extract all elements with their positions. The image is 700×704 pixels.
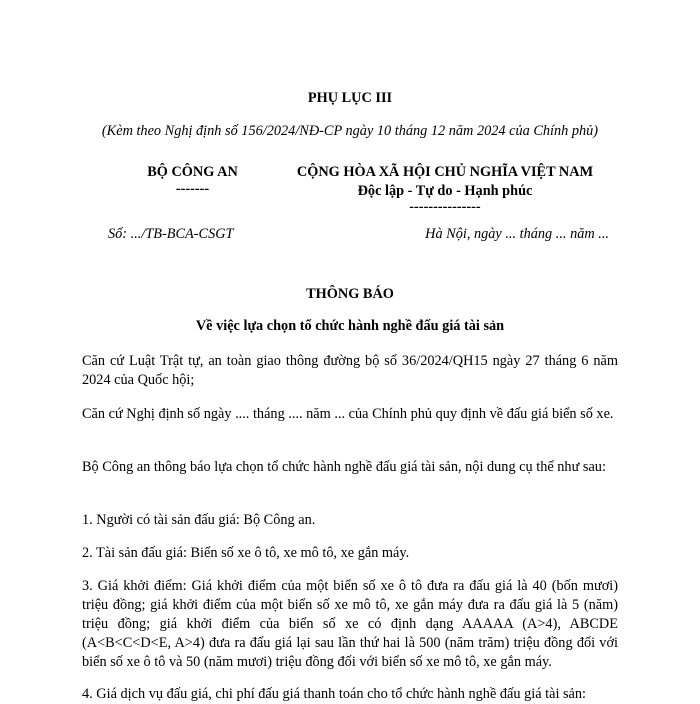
- place-and-date: Hà Nội, ngày ... tháng ... năm ...: [425, 226, 609, 242]
- document-number: Số: .../TB-BCA-CSGT: [108, 226, 234, 242]
- list-item-starting-price: 3. Giá khởi điểm: Giá khởi điểm của một biển số xe ô tô đưa ra đấu giá là 40 (bốn mươi) triệu đồng; giá khởi điểm của một biển số xe mô tô, xe gắn máy đưa ra đấu giá là 5 (năm) triệu đồng; giá khởi điểm của biển số xe có định dạng AAAAA (A>4), ABCDE (A<B<C<D<E, A>4) đưa ra đấu giá lại sau lần thứ hai là 500 (năm trăm) triệu đồng đối với biển số xe ô tô và 50 (năm mươi) triệu đồng đối với biển số xe mô tô, xe gắn máy.: [82, 578, 618, 670]
- notice-title: THÔNG BÁO: [306, 286, 394, 302]
- list-item-service-fee: 4. Giá dịch vụ đấu giá, chi phí đấu giá thanh toán cho tổ chức hành nghề đấu giá tài sản:: [82, 686, 587, 702]
- motto-divider: ---------------: [409, 199, 481, 215]
- appendix-subtitle: (Kèm theo Nghị định số 156/2024/NĐ-CP ngày 10 tháng 12 năm 2024 của Chính phủ): [101, 123, 599, 139]
- appendix-title: PHỤ LỤC III: [307, 90, 393, 106]
- agency-divider: -------: [175, 181, 210, 197]
- notice-subject: Về việc lựa chọn tổ chức hành nghề đấu giá tài sản: [195, 318, 505, 334]
- list-item-auction-asset: 2. Tài sản đấu giá: Biển số xe ô tô, xe mô tô, xe gắn máy.: [82, 545, 410, 561]
- national-title: CỘNG HÒA XÃ HỘI CHỦ NGHĨA VIỆT NAM: [296, 164, 594, 180]
- paragraph-legal-basis-2: Căn cứ Nghị định số ngày .... tháng .... năm ... của Chính phủ quy định về đấu giá biển số xe.: [82, 406, 614, 422]
- list-item-asset-owner: 1. Người có tài sản đấu giá: Bộ Công an.: [82, 512, 316, 528]
- issuing-agency: BỘ CÔNG AN: [147, 164, 238, 180]
- national-motto: Độc lập - Tự do - Hạnh phúc: [357, 183, 533, 199]
- paragraph-legal-basis-1: Căn cứ Luật Trật tự, an toàn giao thông đường bộ số 36/2024/QH15 ngày 27 tháng 6 năm 2024 của Quốc hội;: [82, 353, 618, 388]
- paragraph-announcement: Bộ Công an thông báo lựa chọn tổ chức hành nghề đấu giá tài sản, nội dung cụ thể như sau:: [82, 459, 606, 475]
